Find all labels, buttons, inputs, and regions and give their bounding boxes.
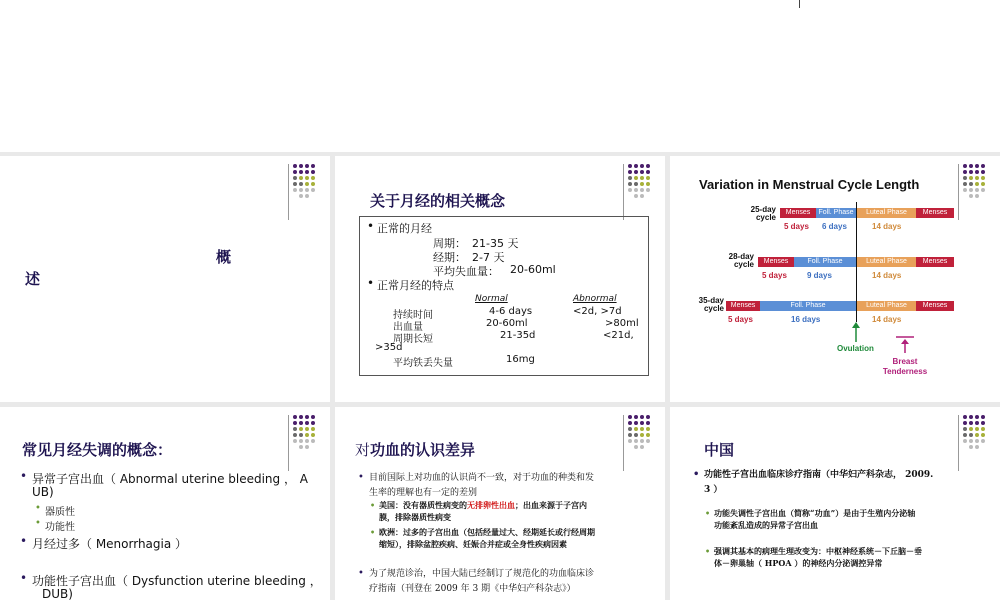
paragraph-cont: 生率的理解也有一定的差别 [369,488,478,498]
luteal-bar: Luteal Phase [857,257,916,267]
ornament-dot [640,439,644,443]
foll-bar: Foll. Phase [816,208,856,218]
ornament-dot [975,182,979,186]
ornament-dot [981,427,985,431]
ovulation-arrow-icon [850,322,862,342]
ornament-dot [311,427,315,431]
ornament-dot [963,415,967,419]
row-normal: 21-35d [500,330,536,341]
slide-disorders[interactable] [0,407,330,600]
ornament-dot [628,188,632,192]
menses-bar: Menses [916,208,954,218]
row-normal: 4-6 days [489,306,533,317]
ornament-dot [634,421,638,425]
days-label: 14 days [872,271,902,280]
duration-label: 经期： [433,251,466,264]
ornament-dot [311,433,315,437]
row-normal: 16mg [506,354,535,365]
eu-definition: • 欧洲：过多的子宫出血（包括经量过大、经期延长或行经周期 [379,527,595,538]
ornament-dot [293,170,297,174]
ornament-dot [975,170,979,174]
ornament-dot [981,164,985,168]
ornament-dot [975,433,979,437]
dot-ornament-icon [963,415,997,459]
menses-bar: Menses [916,257,954,267]
ornament-dot [311,188,315,192]
ornament-dot [299,182,303,186]
ornament-dot [963,188,967,192]
guideline-cont: 3 ） [704,485,723,495]
us-highlight: 无排卵性出血 [467,500,515,510]
top-edge-marker [799,0,800,8]
dot-ornament-icon [628,164,662,208]
ornament-dot [646,433,650,437]
ornament-dot [311,176,315,180]
ornament-dot [305,433,309,437]
menses-bar: Menses [758,257,794,267]
ornament-dot [305,445,309,449]
ornament-dot [293,427,297,431]
ornament-dot [305,421,309,425]
cycle-label: 25-day cycle [750,205,776,222]
row-label: 出血量 [393,322,423,333]
ornament-dot [646,170,650,174]
pathophysiology-cont: 体－卵巢轴（ HPOA ）的神经内分泌调控异常 [714,558,883,568]
loss-value: 20-60ml [510,263,556,276]
ornament-dot [975,188,979,192]
slide-grid [0,152,1000,600]
ornament-divider [623,164,624,220]
ornament-divider [288,164,289,220]
ornament-dot [969,421,973,425]
ornament-dot [981,170,985,174]
days-label: 6 days [822,222,847,231]
slide-title: 常见月经失调的概念： [22,441,173,459]
ornament-dot [975,194,979,198]
ornament-dot [963,176,967,180]
col-normal: Normal [475,294,508,304]
us-text: 美国：没有器质性病变的 [379,500,467,510]
slide-dub-differences[interactable] [335,407,665,600]
list-item: • 功能性子宫出血（ Dysfunction uterine bleeding ， [32,572,322,589]
ornament-dot [293,433,297,437]
dot-ornament-icon [963,164,997,208]
ornament-dot [969,176,973,180]
guideline: • 功能性子宫出血临床诊疗指南（中华妇产科杂志， 2009. [704,469,933,481]
slide-title-part2: 述 [25,270,41,288]
ornament-dot [969,170,973,174]
row-normal: 20-60ml [486,318,528,329]
bullet-normal-menses: • 正常的月经 [377,220,432,236]
slide-overview[interactable] [0,156,330,402]
ornament-dot [293,421,297,425]
slide-title: 中国 [704,441,735,459]
ornament-dot [969,415,973,419]
ornament-dot [634,415,638,419]
ornament-dot [634,176,638,180]
ornament-dot [293,188,297,192]
row-label: 周期长短 [393,334,433,345]
ornament-dot [640,433,644,437]
cycle-label: 28-day cycle [728,252,754,269]
ornament-dot [311,182,315,186]
ornament-dot [305,194,309,198]
luteal-bar: Luteal Phase [857,301,916,311]
ornament-dot [293,164,297,168]
ornament-dot [634,194,638,198]
ornament-dot [299,415,303,419]
ornament-dot [299,176,303,180]
chart-title: Variation in Menstrual Cycle Length [699,177,920,192]
ornament-dot [981,176,985,180]
ornament-dot [640,176,644,180]
loss-label: 平均失血量： [433,265,499,278]
row-wrap: >35d [375,342,403,353]
dot-ornament-icon [293,164,327,208]
ornament-dot [299,427,303,431]
pathophysiology: • 强调其基本的病理生理改变为：中枢神经系统－下丘脑－垂 [714,546,922,557]
ornament-dot [628,427,632,431]
dot-ornament-icon [628,415,662,459]
ornament-dot [963,164,967,168]
bullet-characteristics: • 正常月经的特点 [377,277,454,293]
col-abnormal: Abnormal [573,294,617,304]
ornament-dot [963,182,967,186]
ornament-dot [634,182,638,186]
ornament-dot [628,421,632,425]
breast-tenderness-marker-icon [894,336,916,354]
eu-definition-cont: 缩短），排除盆腔疾病、妊娠合并症或全身性疾病因素 [379,539,567,549]
days-label: 14 days [872,222,902,231]
period-value: 21-35 天 [472,237,519,250]
paragraph-cont: 疗指南（刊登在 2009 年 3 期《中华妇产科杂志》） [369,584,576,594]
ornament-dot [293,176,297,180]
days-label: 16 days [791,315,821,324]
ornament-dot [963,421,967,425]
ornament-dot [628,176,632,180]
menses-bar: Menses [726,301,760,311]
ornament-dot [305,415,309,419]
ornament-dot [640,415,644,419]
ornament-dot [293,415,297,419]
paragraph: • 为了规范诊治，中国大陆已经制订了规范化的功血临床诊 [369,568,594,580]
ornament-dot [646,188,650,192]
us-text-b: ；出血来源于子宫内 [515,500,587,510]
ornament-dot [975,176,979,180]
ornament-dot [305,188,309,192]
ornament-dot [646,415,650,419]
ornament-dot [305,182,309,186]
ornament-dot [299,194,303,198]
ornament-dot [981,433,985,437]
ornament-dot [975,421,979,425]
days-label: 9 days [807,271,832,280]
ornament-dot [975,439,979,443]
ornament-dot [634,439,638,443]
paragraph: • 目前国际上对功血的认识尚不一致，对于功血的种类和发 [369,472,594,484]
ornament-dot [969,439,973,443]
ornament-dot [628,182,632,186]
row-label: 平均铁丢失量 [393,358,453,369]
menses-bar: Menses [780,208,816,218]
sub-item: • 器质性 [45,503,75,518]
luteal-bar: Luteal Phase [857,208,916,218]
ornament-divider [958,415,959,471]
ornament-dot [299,170,303,174]
ornament-dot [981,421,985,425]
ornament-dot [969,164,973,168]
ornament-dot [628,164,632,168]
row-label: 持续时间 [393,310,433,321]
list-item: • 异常子宫出血（ Abnormal uterine bleeding ， A [32,470,308,487]
ornament-dot [634,445,638,449]
list-item-cont: DUB) [42,587,73,600]
breast-tenderness-label: Breast Tenderness [882,357,928,376]
list-item-cont: UB) [32,485,54,499]
foll-bar: Foll. Phase [794,257,856,267]
days-label: 5 days [728,315,753,324]
ornament-dot [634,433,638,437]
ornament-dot [634,188,638,192]
ornament-dot [969,445,973,449]
row-abnormal: <21d, [603,330,634,341]
ornament-dot [293,182,297,186]
ornament-dot [640,194,644,198]
ornament-dot [293,439,297,443]
ornament-dot [628,439,632,443]
ornament-dot [640,445,644,449]
ornament-dot [305,170,309,174]
ornament-dot [299,439,303,443]
ornament-dot [963,170,967,174]
slide-title: 关于月经的相关概念 [370,192,506,210]
ornament-dot [305,164,309,168]
ornament-dot [969,427,973,431]
row-abnormal: <2d, >7d [573,306,622,317]
ornament-dot [969,194,973,198]
row-abnormal: >80ml [605,318,639,329]
ornament-dot [963,433,967,437]
ornament-dot [975,164,979,168]
ornament-dot [628,433,632,437]
ornament-dot [634,427,638,431]
duration-value: 2-7 天 [472,251,505,264]
ornament-dot [305,176,309,180]
days-label: 5 days [762,271,787,280]
menses-bar: Menses [916,301,954,311]
ornament-dot [640,182,644,186]
ornament-dot [305,427,309,431]
ornament-dot [646,439,650,443]
ornament-dot [311,170,315,174]
ornament-dot [311,421,315,425]
ornament-divider [288,415,289,471]
ornament-dot [975,427,979,431]
us-definition [379,500,587,511]
ornament-dot [640,427,644,431]
ornament-dot [646,182,650,186]
title-prefix: 对 [355,441,371,459]
ornament-dot [981,182,985,186]
ornament-dot [981,439,985,443]
ornament-dot [963,439,967,443]
ornament-dot [628,170,632,174]
ornament-dot [646,164,650,168]
ornament-dot [646,176,650,180]
ornament-dot [311,439,315,443]
us-definition-cont: 膜，排除器质性病变 [379,512,451,522]
foll-bar: Foll. Phase [760,301,856,311]
list-item: • 月经过多（ Menorrhagia ） [32,535,187,552]
ornament-dot [981,188,985,192]
slide-china[interactable] [670,407,1000,600]
period-label: 周期： [433,237,466,250]
definition-cont: 功能紊乱造成的异常子宫出血 [714,520,818,530]
ornament-dot [311,164,315,168]
ornament-dot [299,433,303,437]
ornament-dot [299,445,303,449]
ornament-dot [640,170,644,174]
cycle-label: 35-day cycle [698,296,724,313]
definition: • 功能失调性子宫出血（简称“功血”）是由于生殖内分泌轴 [714,508,915,519]
slide-cycle-variation[interactable] [670,156,1000,402]
title-main: 功血的认识差异 [370,441,476,459]
ornament-dot [299,164,303,168]
ovulation-line [856,202,857,322]
ornament-dot [969,182,973,186]
ornament-dot [311,415,315,419]
ornament-dot [299,421,303,425]
ornament-divider [958,164,959,220]
ornament-dot [634,164,638,168]
ornament-dot [640,164,644,168]
days-label: 14 days [872,315,902,324]
ornament-dot [975,445,979,449]
sub-item: • 功能性 [45,518,75,533]
ornament-dot [646,421,650,425]
ornament-dot [975,415,979,419]
ovulation-label: Ovulation [837,344,874,353]
ornament-dot [640,188,644,192]
ornament-dot [963,427,967,431]
ornament-dot [634,170,638,174]
slide-title [355,439,475,460]
ornament-dot [640,421,644,425]
ornament-dot [628,415,632,419]
ornament-dot [305,439,309,443]
slide-title-part1: 概 [216,248,232,266]
ornament-dot [981,415,985,419]
slide-concepts[interactable] [335,156,665,402]
ornament-dot [646,427,650,431]
dot-ornament-icon [293,415,327,459]
concept-box [359,216,649,376]
ornament-dot [969,188,973,192]
days-label: 5 days [784,222,809,231]
ornament-divider [623,415,624,471]
ornament-dot [299,188,303,192]
ornament-dot [969,433,973,437]
